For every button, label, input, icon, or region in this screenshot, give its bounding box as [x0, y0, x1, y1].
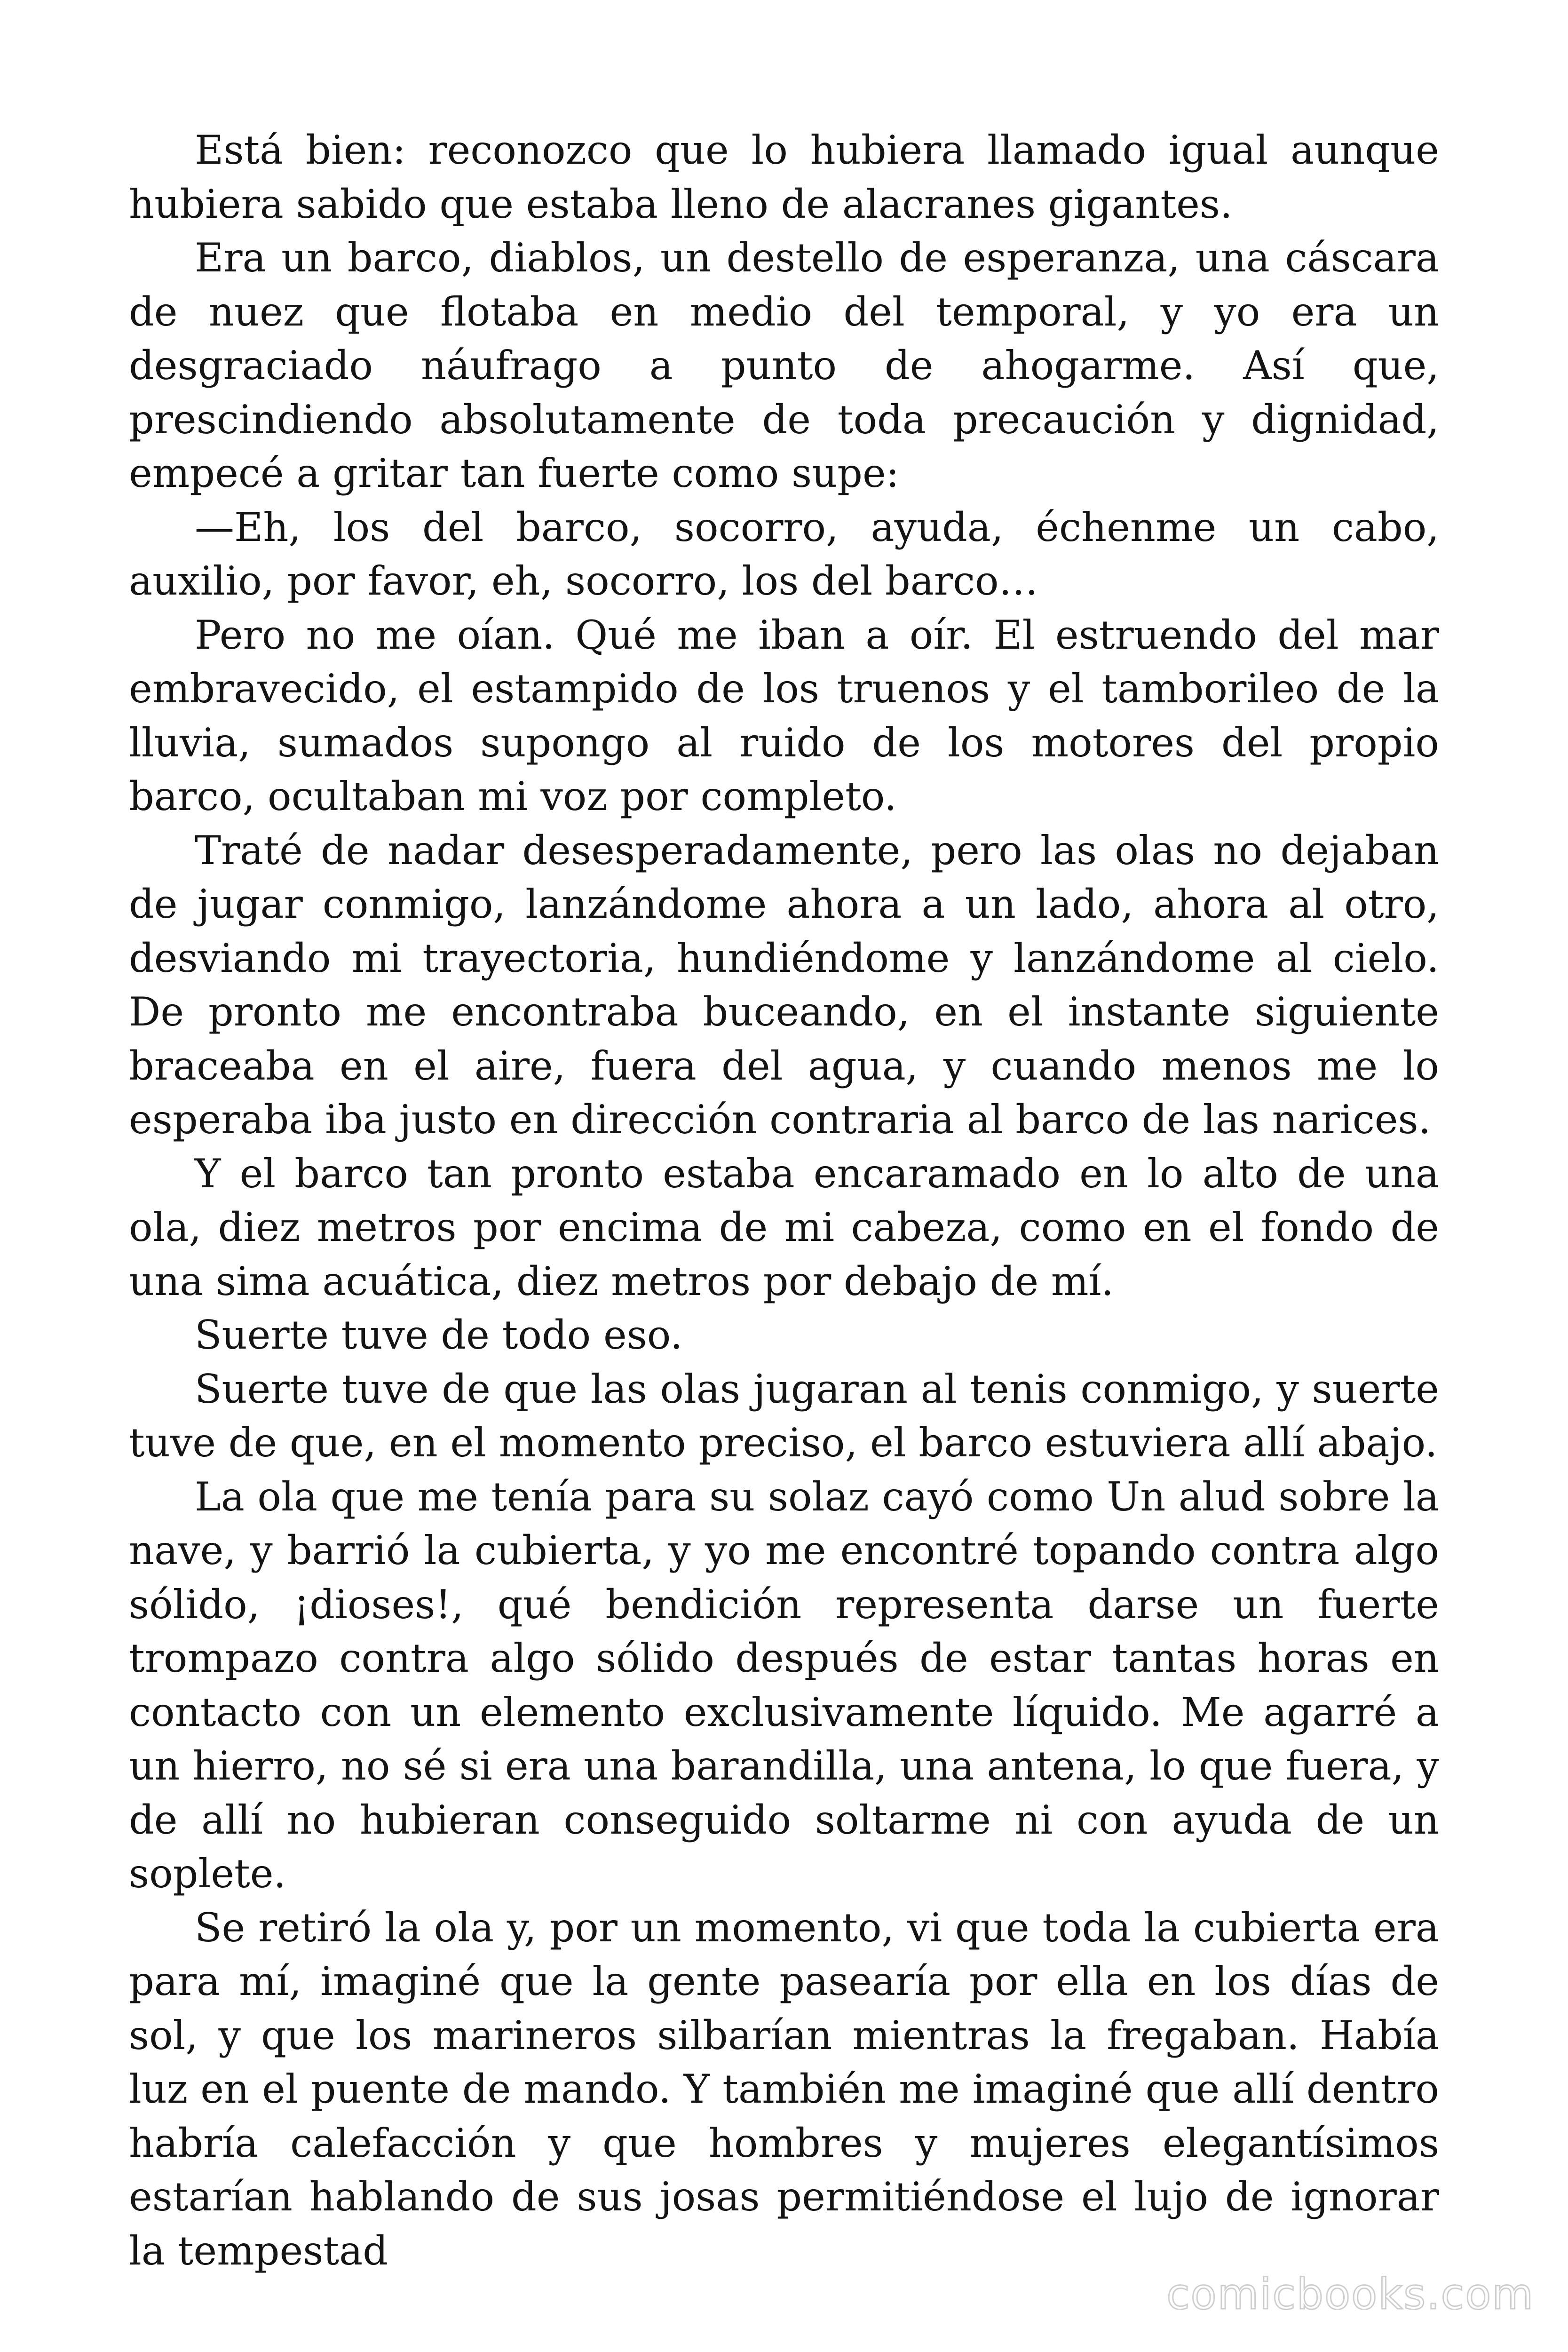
paragraph: —Eh, los del barco, socorro, ayuda, échenme un cabo, auxilio, por favor, eh, socorro, los del barco…: [129, 504, 1439, 604]
watermark: comicbooks.com: [1166, 2270, 1534, 2319]
last-paragraph: Se retiró la ola y, por un momento, vi que toda la cubierta era para mí, imaginé que la gente pasearía por ella en los días de sol, y que los marineros silbarían mientras la fregaban. Había luz en el puente de mando. Y también me imaginé que allí dentro habría calefacción y que hombres y mujeres elegantísimos estarían hablando de sus josas permitiéndose el lujo de ignorar la tempestad: [129, 1904, 1439, 2274]
paragraph: Traté de nadar desesperadamente, pero las olas no dejaban de jugar conmigo, lanzándome ahora a un lado, ahora al otro, desviando mi trayectoria, hundiéndome y lanzándome al cielo. De pronto me encontraba buceando, en el instante siguiente braceaba en el aire, fuera del agua, y cuando menos me lo esperaba iba justo en dirección contraria al barco de las narices.: [129, 827, 1439, 1143]
paragraph: Suerte tuve de todo eso.: [195, 1312, 683, 1358]
paragraph: Era un barco, diablos, un destello de esperanza, una cáscara de nuez que flotaba en medio del temporal, y yo era un desgraciado náufrago a punto de ahogarme. Así que, prescindiendo absolutamente de toda precaución y dignidad, empecé a gritar tan fuerte como supe:: [129, 235, 1439, 496]
paragraph: Suerte tuve de que las olas jugaran al tenis conmigo, y suerte tuve de que, en el momento preciso, el barco estuviera allí abajo.: [129, 1366, 1439, 1466]
paragraph: Y el barco tan pronto estaba encaramado en lo alto de una ola, diez metros por encima de mi cabeza, como en el fondo de una sima acuática, diez metros por debajo de mí.: [129, 1150, 1439, 1304]
paragraph: La ola que me tenía para su solaz cayó como Un alud sobre la nave, y barrió la cubierta, y yo me encontré topando contra algo sólido, ¡dioses!, qué bendición representa darse un fuerte trompazo contra algo sólido después de estar tantas horas en contacto con un elemento exclusivamente líquido. Me agarré a un hierro, no sé si era una barandilla, una antena, lo que fuera, y de allí no hubieran conseguido soltarme ni con ayuda de un soplete.: [129, 1473, 1439, 1897]
body-text: [129, 123, 1439, 2278]
paragraph: Está bien: reconozco que lo hubiera llamado igual aunque hubiera sabido que estaba lleno de alacranes gigantes.: [129, 127, 1439, 227]
paragraph: Pero no me oían. Qué me iban a oír. El estruendo del mar embravecido, el estampido de los truenos y el tamborileo de la lluvia, sumados supongo al ruido de los motores del propio barco, ocultaban mi voz por completo.: [129, 612, 1439, 819]
